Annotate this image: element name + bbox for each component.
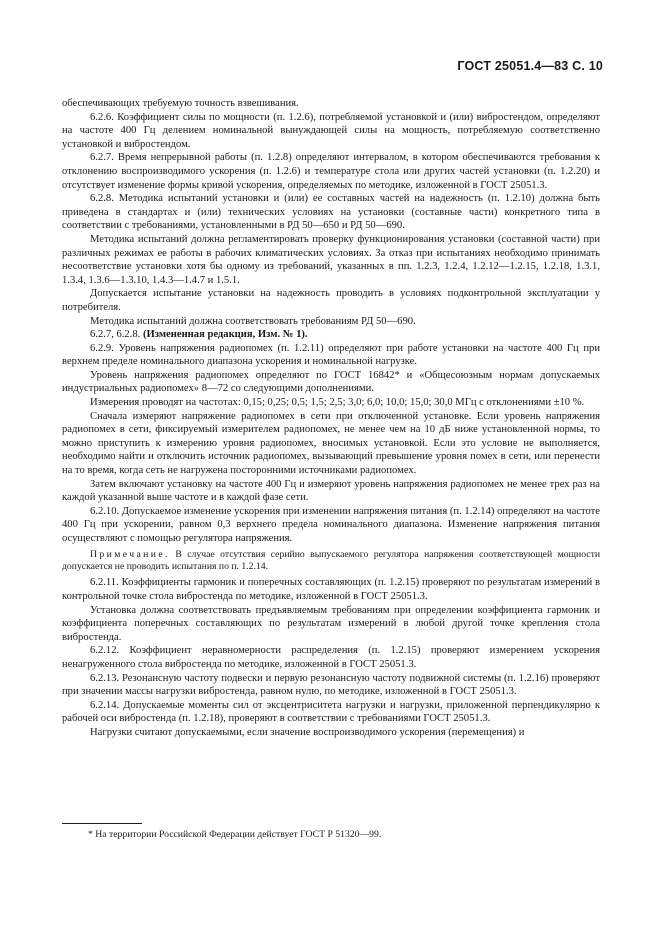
- paragraph: 6.2.12. Коэффициент неравномерности распределения (п. 1.2.15) проверяют измерением ускорения ненагруженного стола вибростенда по методике, изложенной в ГОСТ 25051.3.: [62, 645, 600, 670]
- paragraph: Допускается испытание установки на надежность проводить в условиях подконтрольной эксплуатации у потребителя.: [62, 288, 600, 313]
- paragraph: Методика испытаний должна регламентировать проверку функционирования установки (составной части) при различных режимах ее работы в рабочих климатических условиях. За отказ при испытаниях необходимо принимать несоответствие установки хотя бы одному из требований, указанных в пп. 1.2.3, 1.2.4, 1.2.12—1.2.15, 1.2.18, 1.3.1, 1.3.4, 1.3.6—1.3.10, 1.4.3—1.4.7 и 1.5.1.: [62, 233, 600, 286]
- paragraph: 6.2.6. Коэффициент силы по мощности (п. 1.2.6), потребляемой установкой и (или) вибростендом, определяют на частоте 400 Гц делением номинальной вынуждающей силы на мощность, потребляемую соответственно установкой и вибростендом.: [62, 111, 600, 150]
- page-header: ГОСТ 25051.4—83 С. 10: [457, 59, 603, 73]
- amendment-paragraph: [62, 328, 600, 342]
- paragraph: Сначала измеряют напряжение радиопомех в сети при отключенной установке. Если уровень напряжения радиопомех в сети, фиксируемый измерителем радиопомех, не менее чем на 10 дБ ниже установленной нормы, то можно приступить к измерению уровня радиопомех, вносимых установкой. Если это условие не выполняется, необходимо найти и отключить источник радиопомех, вызывающий превышение уровня помех в сети, или перенести на то время, когда сеть не нагружена посторонними источниками радиопомех.: [62, 410, 600, 477]
- amendment-note: (Измененная редакция, Изм. № 1).: [142, 329, 308, 341]
- paragraph: обеспечивающих требуемую точность взвешивания.: [62, 98, 299, 109]
- paragraph: Уровень напряжения радиопомех определяют по ГОСТ 16842* и «Общесоюзным нормам допускаемых индустриальных радиопомех» 8—72 со следующими дополнениями.: [62, 369, 600, 395]
- paragraph: 6.2.8. Методика испытаний установки и (или) ее составных частей на надежность (п. 1.2.10) должна быть приведена в стандартах и (или) технических условиях на установки (составные части) конкретного типа в соответствии с требованиями, установленными в РД 50—650 и РД 50—690.: [62, 193, 600, 232]
- note-label: Примечание.: [90, 548, 170, 560]
- paragraph: Установка должна соответствовать предъявляемым требованиям при определении коэффициента гармоник и коэффициента поперечных составляющих по результатам измерений в любой другой точке крепления стола вибростенда.: [62, 604, 600, 643]
- note-text: В случае отсутствия серийно выпускаемого регулятора напряжения соответствующей мощности допускается не проводить испытания по п. 1.2.14.: [62, 548, 601, 572]
- paragraph: Измерения проводят на частотах: 0,15; 0,25; 0,5; 1,5; 2,5; 3,0; 6,0; 10,0; 15,0; 30,0 МГц с отклонениями ±10 %.: [90, 397, 585, 409]
- note: [62, 549, 600, 574]
- paragraph: 6.2.11. Коэффициенты гармоник и поперечных составляющих (п. 1.2.15) проверяют по результатам измерений в контрольной точке стола вибростенда по методике, изложенной в ГОСТ 25051.3.: [62, 577, 600, 602]
- footnote: * На территории Российской Федерации действует ГОСТ Р 51320—99.: [88, 829, 382, 840]
- document-body: [62, 97, 600, 740]
- paragraph: Методика испытаний должна соответствовать требованиям РД 50—690.: [90, 315, 416, 327]
- paragraph: 6.2.14. Допускаемые моменты сил от эксцентриситета нагрузки и нагрузки, приложенной перпендикулярно к рабочей оси вибростенда (п. 1.2.18), проверяют в соответствии с требованиями ГОСТ 25051.3.: [62, 699, 600, 725]
- footnote-divider: [62, 823, 142, 824]
- amendment-clauses: 6.2.7, 6.2.8.: [90, 329, 141, 341]
- paragraph: 6.2.10. Допускаемое изменение ускорения при изменении напряжения питания (п. 1.2.14) определяют на частоте 400 Гц при ускорении, равном 0,3 верхнего предела номинального диапазона. Изменение напряжения питания осуществляют с помощью регулятора напряжения.: [62, 505, 600, 544]
- paragraph: Затем включают установку на частоте 400 Гц и измеряют уровень напряжения радиопомех не менее трех раз на каждой указанной выше частоте и в каждой фазе сети.: [62, 478, 600, 504]
- paragraph: 6.2.13. Резонансную частоту подвески и первую резонансную частоту подвижной системы (п. 1.2.16) проверяют при значении массы нагрузки вибростенда, равном нулю, по методике, изложенной в ГОСТ 25051.3.: [62, 672, 600, 698]
- paragraph: 6.2.9. Уровень напряжения радиопомех (п. 1.2.11) определяют при работе установки на частоте 400 Гц при верхнем пределе номинального диапазона ускорения и номинальной нагрузке.: [62, 342, 600, 368]
- paragraph: 6.2.7. Время непрерывной работы (п. 1.2.8) определяют интервалом, в котором обеспечиваются требования к отклонению воспроизводимого ускорения (п. 1.2.6) и температуре стола или других частей установки (п. 1.2.20) и отсутствует изменение формы кривой ускорения, определяемых по методике, изложенной в ГОСТ 25051.3.: [62, 152, 600, 191]
- paragraph: Нагрузки считают допускаемыми, если значение воспроизводимого ускорения (перемещения) и: [90, 726, 525, 738]
